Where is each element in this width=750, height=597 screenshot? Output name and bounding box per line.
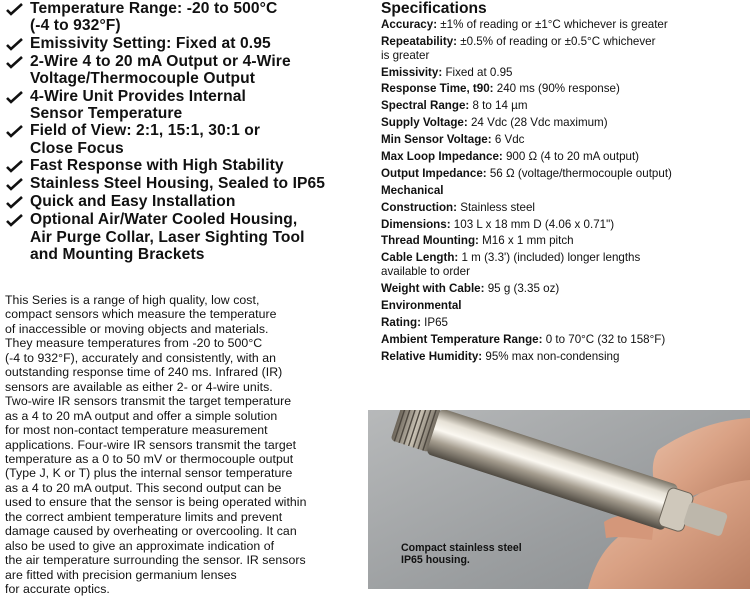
specifications-panel [381,0,731,367]
spec-value: ±0.5% of reading or ±0.5°C whichever [457,34,656,48]
spec-label: Repeatability: [381,34,458,48]
description-line: temperature as a 0 to 50 mV or thermocouple output [5,451,294,466]
spec-value: 95% max non-condensing [482,349,620,363]
spec-label: Supply Voltage: [381,116,468,130]
feature-item [4,157,364,175]
mechanical-heading: Mechanical [381,183,444,197]
spec-label: Weight with Cable: [381,282,485,296]
spec-row [381,150,731,164]
spec-value: Stainless steel [457,200,535,214]
spec-value: M16 x 1 mm pitch [478,234,574,248]
description-line: sensors are available as either 2- or 4-wire units. [5,379,273,394]
spec-label: Ambient Temperature Range: [381,332,543,346]
spec-label: Response Time, t90: [381,82,494,96]
spec-row [381,201,731,215]
spec-value: 1 m (3.3') (included) longer lengths [458,251,641,265]
feature-item [4,175,364,193]
specifications-title: Specifications [381,0,487,17]
spec-value: 24 Vdc (28 Vdc maximum) [467,116,608,130]
spec-label: Accuracy: [381,18,438,31]
spec-label: Max Loop Impedance: [381,150,503,164]
description-line: This Series is a range of high quality, low cost, [5,293,260,307]
spec-label: Rating: [381,315,421,329]
checkmark-icon [4,157,30,175]
description-line: also be used to give an approximate indication of [5,538,275,553]
spec-row [381,282,731,296]
spec-row [381,82,731,96]
description-line: damage caused by overheating or overcooling. It can [5,524,297,539]
spec-row [381,18,731,32]
caption-line: IP65 housing. [401,554,470,566]
checkmark-icon [4,175,30,193]
checkmark-icon [4,0,30,18]
feature-item [4,88,364,123]
description-line: as a 4 to 20 mA output. This second output can be [5,480,282,495]
feature-item [4,193,364,211]
spec-value: 240 ms (90% response) [493,82,620,96]
spec-label: Spectral Range: [381,99,470,113]
description-line: of inaccessible or moving objects and materials. [5,321,269,336]
spec-row [381,66,731,80]
spec-row [381,333,731,347]
spec-label: Output Impedance: [381,166,487,180]
feature-item [4,0,364,35]
feature-item [4,53,364,88]
feature-text: and Mounting Brackets [30,246,205,264]
feature-text: Optional Air/Water Cooled Housing, [30,211,298,229]
description-line: (-4 to 932°F), accurately and consistently, with an [5,350,277,365]
spec-label: Construction: [381,200,457,214]
feature-text: Emissivity Setting: Fixed at 0.95 [30,34,271,52]
spec-value-cont: available to order [381,265,470,279]
checkmark-icon [4,53,30,71]
spec-label: Emissivity: [381,65,443,79]
spec-value: Fixed at 0.95 [442,65,513,79]
feature-text: Temperature Range: -20 to 500°C [30,0,278,17]
description-line: Two-wire IR sensors transmit the target temperature [5,394,292,409]
feature-item [4,35,364,53]
checkmark-icon [4,35,30,53]
feature-text: 4-Wire Unit Provides Internal [30,87,246,105]
spec-label: Relative Humidity: [381,349,483,363]
spec-row [381,116,731,130]
photo-caption [401,542,522,566]
spec-row [381,35,731,63]
feature-text: Field of View: 2:1, 15:1, 30:1 or [30,122,261,140]
spec-row [381,167,731,181]
feature-item [4,122,364,157]
caption-line: Compact stainless steel [401,542,522,554]
spec-label: Dimensions: [381,217,451,231]
spec-value: 8 to 14 µm [469,99,528,113]
spec-row [381,350,731,364]
description-line: (Type J, K or T) plus the internal sensor temperature [5,466,293,481]
description-line: for most non-contact temperature measurement [5,423,268,438]
spec-value: ±1% of reading or ±1°C whichever is greater [437,18,668,31]
spec-row [381,99,731,113]
feature-text: Sensor Temperature [30,105,183,123]
feature-text: (-4 to 932°F) [30,17,121,35]
description-line: applications. Four-wire IR sensors transmit the target [5,437,297,452]
spec-row [381,234,731,248]
spec-row [381,218,731,232]
spec-label: Min Sensor Voltage: [381,133,492,147]
description-line: compact sensors which measure the temperature [5,307,277,322]
spec-value: 56 Ω (voltage/thermocouple output) [486,166,672,180]
description-line: They measure temperatures from -20 to 500°C [5,336,263,351]
spec-value: 95 g (3.35 oz) [484,282,560,296]
spec-label: Thread Mounting: [381,234,479,248]
spec-value: 0 to 70°C (32 to 158°F) [542,332,666,346]
description-line: used to ensure that the sensor is being operated within [5,495,307,510]
spec-value: 6 Vdc [491,133,525,147]
spec-value: 103 L x 18 mm D (4.06 x 0.71") [450,217,615,231]
checkmark-icon [4,122,30,140]
spec-row [381,251,731,279]
spec-value-cont: is greater [381,48,430,62]
spec-row [381,133,731,147]
spec-value: IP65 [420,315,449,329]
feature-text: Air Purge Collar, Laser Sighting Tool [30,228,305,246]
checkmark-icon [4,88,30,106]
spec-row [381,316,731,330]
feature-text: Quick and Easy Installation [30,193,236,211]
checkmark-icon [4,211,30,229]
description-line: for accurate optics. [5,582,110,597]
description-line: the air temperature surrounding the sensor. IR sensors [5,553,306,568]
description-line: are fitted with precision germanium lenses [5,567,237,582]
description-line: outstanding response time of 240 ms. Infrared (IR) [5,365,283,380]
spec-value: 900 Ω (4 to 20 mA output) [502,150,640,164]
feature-text: Fast Response with High Stability [30,157,284,175]
description-line: the correct ambient temperature limits and prevent [5,509,283,524]
feature-list [4,0,364,263]
spec-label: Cable Length: [381,251,459,265]
feature-text: Close Focus [30,139,124,157]
feature-item [4,211,364,263]
description-line: as a 4 to 20 mA output and offer a simple solution [5,408,278,423]
feature-text: 2-Wire 4 to 20 mA Output or 4-Wire [30,52,291,70]
checkmark-icon [4,193,30,211]
environmental-heading: Environmental [381,298,462,312]
feature-text: Voltage/Thermocouple Output [30,70,256,88]
description-paragraph [5,293,360,597]
feature-text: Stainless Steel Housing, Sealed to IP65 [30,175,326,193]
